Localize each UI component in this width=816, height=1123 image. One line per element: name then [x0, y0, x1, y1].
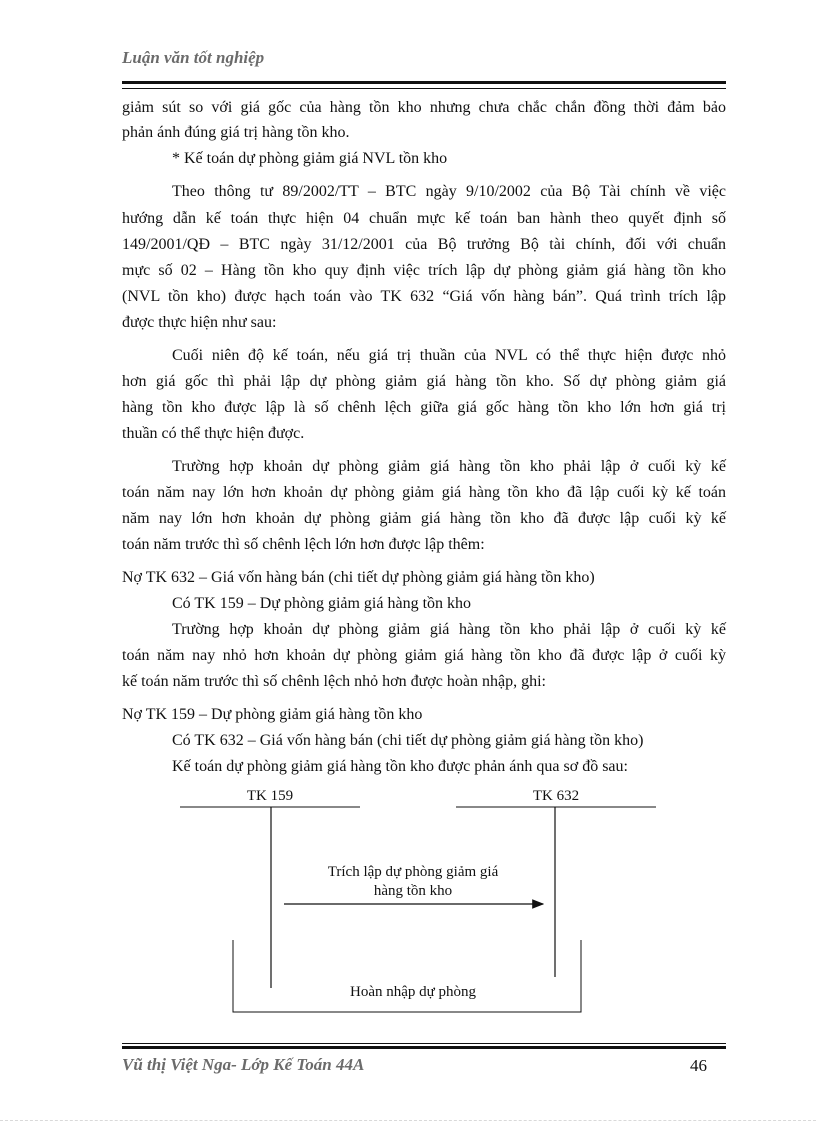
text-line: được thực hiện như sau:	[122, 314, 277, 331]
text-line: Nợ TK 159 – Dự phòng giảm giá hàng tồn kho	[122, 706, 423, 723]
text-line: hướng dẫn kế toán thực hiện 04 chuẩn mực kế toán ban hành theo quyết định số	[122, 210, 726, 227]
page-edge	[0, 1120, 816, 1122]
text-line: Có TK 159 – Dự phòng giảm giá hàng tồn kho	[172, 595, 472, 612]
text-line: thuần có thể thực hiện được.	[122, 425, 305, 442]
text-line: Trường hợp khoản dự phòng giảm giá hàng tồn kho phải lập ở cuối kỳ kế	[172, 621, 726, 638]
reversal-label: Hoàn nhập dự phòng	[349, 984, 477, 1000]
text-line: giảm sút so với giá gốc của hàng tồn kho nhưng chưa chắc chắn đồng thời đảm bảo	[122, 99, 726, 116]
text-line: toán năm trước thì số chênh lệch lớn hơn được lập thêm:	[122, 536, 485, 553]
left-account-label: TK 159	[246, 788, 294, 804]
text-line: năm nay lớn hơn khoản dự phòng giảm giá hàng tồn kho đã được lập cuối kỳ kế	[122, 510, 726, 527]
text-line: toán năm nay nhỏ hơn khoản dự phòng giảm giá hàng tồn kho đã được lập ở cuối kỳ	[122, 647, 726, 664]
text-line: Có TK 632 – Giá vốn hàng bán (chi tiết dự phòng giảm giá hàng tồn kho)	[172, 732, 644, 749]
page-number: 46	[690, 1056, 707, 1075]
text-line: Kế toán dự phòng giảm giá hàng tồn kho được phản ánh qua sơ đồ sau:	[172, 758, 628, 775]
right-account-label: TK 632	[532, 788, 580, 804]
text-line: Cuối niên độ kế toán, nếu giá trị thuần của NVL có thể thực hiện được nhỏ	[172, 347, 726, 364]
footer-rule-thick	[122, 1046, 726, 1049]
text-line: hàng tồn kho được lập là số chênh lệch giữa giá gốc hàng tồn kho lớn hơn giá trị	[122, 399, 726, 416]
text-line: Trường hợp khoản dự phòng giảm giá hàng tồn kho phải lập ở cuối kỳ kế	[172, 458, 726, 475]
text-line: Theo thông tư 89/2002/TT – BTC ngày 9/10/2002 của Bộ Tài chính về việc	[172, 183, 726, 200]
text-line: (NVL tồn kho) được hạch toán vào TK 632 “Giá vốn hàng bán”. Quá trình trích lập	[122, 288, 726, 305]
header-title: Luận văn tốt nghiệp	[122, 48, 265, 67]
footer-rule-thin	[122, 1043, 726, 1044]
text-line: * Kế toán dự phòng giảm giá NVL tồn kho	[172, 150, 448, 167]
text-line: toán năm nay lớn hơn khoản dự phòng giảm giá hàng tồn kho đã lập cuối kỳ kế toán	[122, 484, 726, 501]
text-line: hơn giá gốc thì phải lập dự phòng giảm giá hàng tồn kho. Số dự phòng giảm giá	[122, 373, 726, 390]
text-line: 149/2001/QĐ – BTC ngày 31/12/2001 của Bộ trưởng Bộ tài chính, đối với chuẩn	[122, 236, 726, 253]
provision-label-line2: hàng tồn kho	[373, 883, 453, 899]
provision-label-line1: Trích lập dự phòng giảm giá	[327, 864, 499, 880]
text-line: Nợ TK 632 – Giá vốn hàng bán (chi tiết dự phòng giảm giá hàng tồn kho)	[122, 569, 595, 586]
text-line: phản ánh đúng giá trị hàng tồn kho.	[122, 124, 350, 141]
footer-author: Vũ thị Việt Nga- Lớp Kế Toán 44A	[122, 1055, 365, 1074]
text-line: kế toán năm trước thì số chênh lệch nhỏ hơn được hoàn nhập, ghi:	[122, 673, 546, 690]
text-line: mực số 02 – Hàng tồn kho quy định việc trích lập dự phòng giảm giá hàng tồn kho	[122, 262, 726, 279]
